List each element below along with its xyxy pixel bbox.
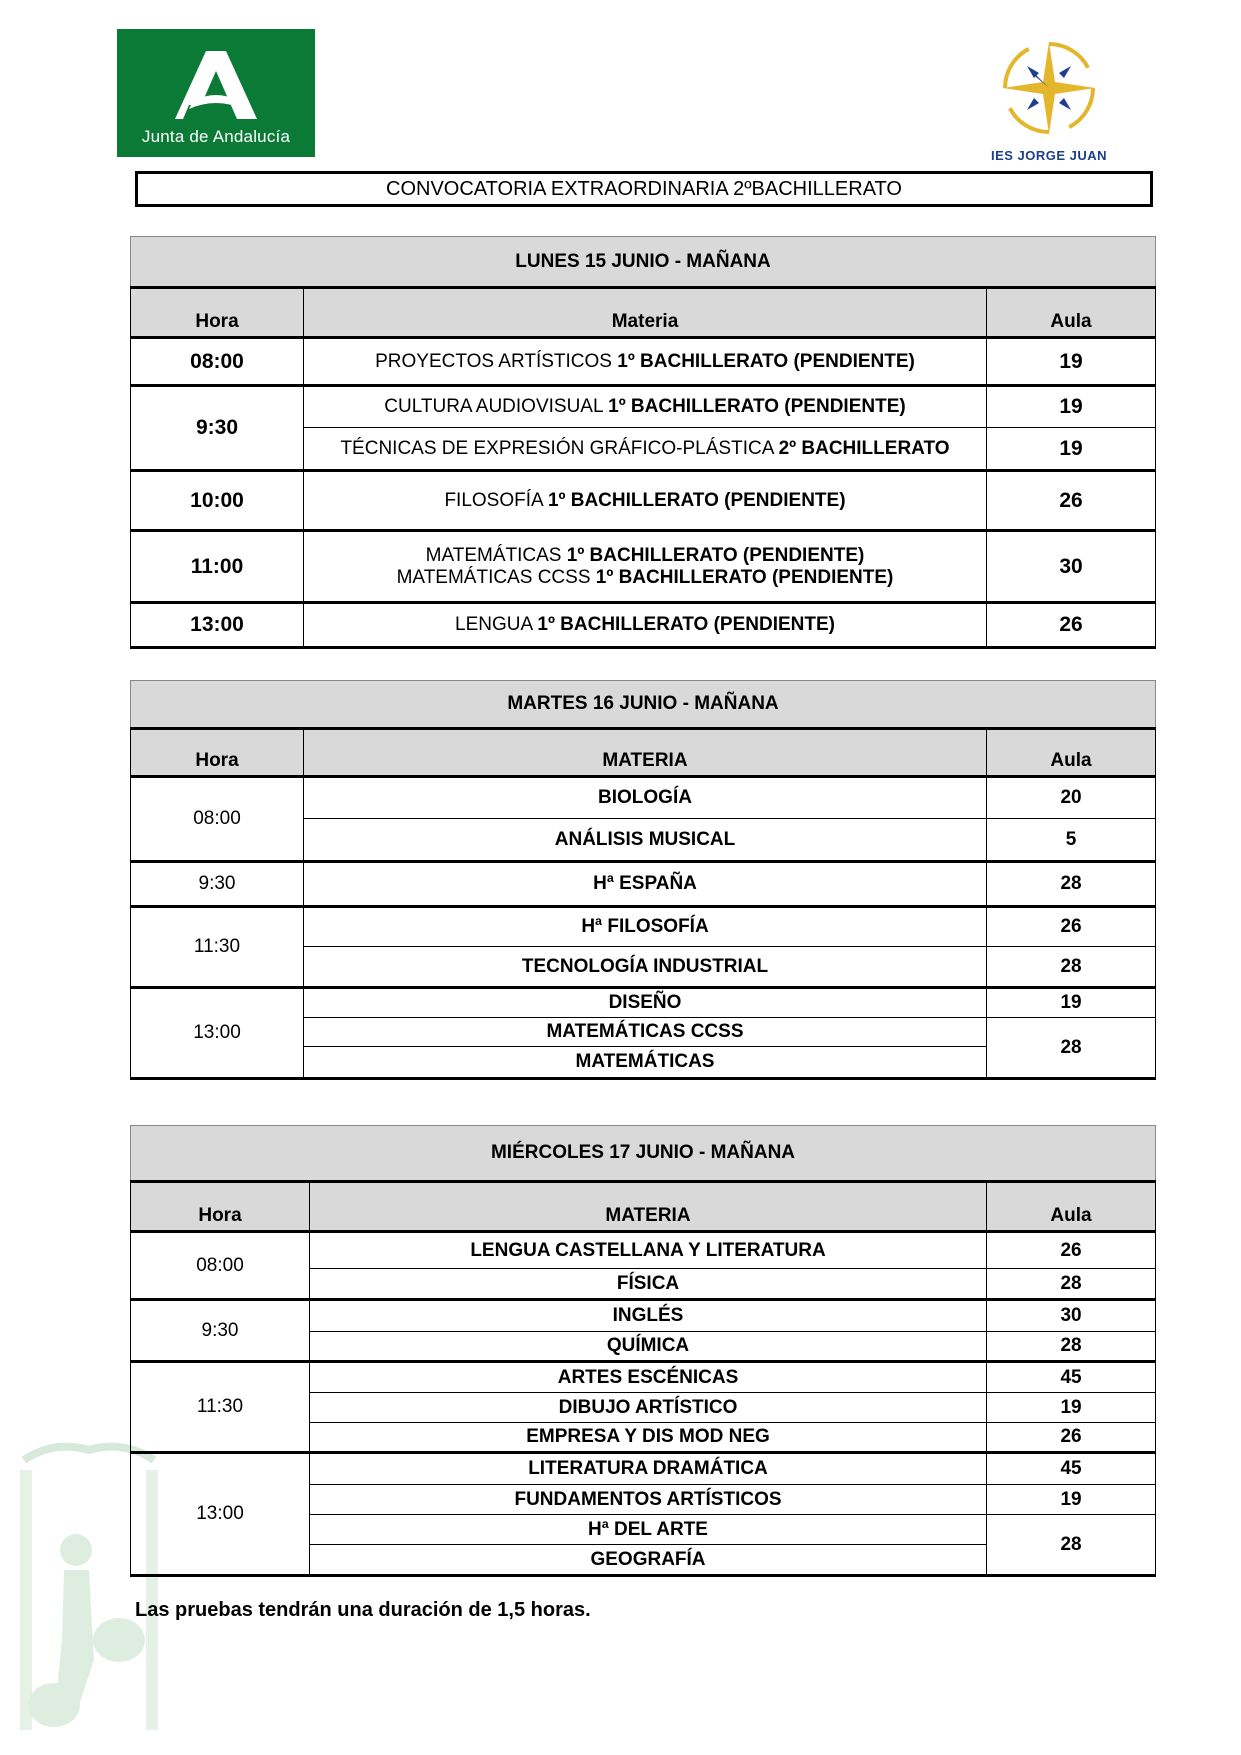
materia-cell: TECNOLOGÍA INDUSTRIAL <box>304 947 987 988</box>
aula-cell: 19 <box>987 338 1156 386</box>
hora-cell: 9:30 <box>131 862 304 907</box>
materia-cell: DIBUJO ARTÍSTICO <box>310 1393 987 1423</box>
column-header-hora: Hora <box>131 1182 310 1232</box>
column-header-hora: Hora <box>131 729 304 777</box>
aula-cell: 19 <box>987 1485 1156 1515</box>
day-title: MARTES 16 JUNIO - MAÑANA <box>131 681 1156 729</box>
materia-cell: INGLÉS <box>310 1300 987 1332</box>
aula-cell: 28 <box>987 1018 1156 1079</box>
junta-de-andalucia-logo <box>117 29 315 157</box>
materia-cell: ARTES ESCÉNICAS <box>310 1362 987 1393</box>
materia-cell: FÍSICA <box>310 1269 987 1300</box>
column-header-materia: MATERIA <box>310 1182 987 1232</box>
aula-cell: 26 <box>987 907 1156 947</box>
page-title: CONVOCATORIA EXTRAORDINARIA 2ºBACHILLERATO <box>135 171 1153 207</box>
materia-cell: Hª DEL ARTE <box>310 1515 987 1545</box>
aula-cell: 30 <box>987 1300 1156 1332</box>
hora-cell: 13:00 <box>131 603 304 648</box>
aula-cell: 45 <box>987 1453 1156 1485</box>
column-header-materia: Materia <box>304 288 987 338</box>
aula-cell: 5 <box>987 819 1156 862</box>
column-header-aula: Aula <box>987 729 1156 777</box>
hora-cell: 10:00 <box>131 471 304 531</box>
day-title: LUNES 15 JUNIO - MAÑANA <box>131 237 1156 288</box>
aula-cell: 28 <box>987 1515 1156 1576</box>
materia-cell: MATEMÁTICAS 1º BACHILLERATO (PENDIENTE) MATEMÁTICAS CCSS 1º BACHILLERATO (PENDIENTE) <box>304 531 987 603</box>
schedule-table-martes <box>130 680 1156 1080</box>
materia-cell: LENGUA 1º BACHILLERATO (PENDIENTE) <box>304 603 987 648</box>
compass-star-icon <box>999 38 1099 138</box>
materia-cell: TÉCNICAS DE EXPRESIÓN GRÁFICO-PLÁSTICA 2º BACHILLERATO <box>304 428 987 471</box>
aula-cell: 20 <box>987 777 1156 819</box>
materia-cell: LENGUA CASTELLANA Y LITERATURA <box>310 1232 987 1269</box>
materia-cell: BIOLOGÍA <box>304 777 987 819</box>
column-header-aula: Aula <box>987 1182 1156 1232</box>
column-header-hora: Hora <box>131 288 304 338</box>
aula-cell: 28 <box>987 862 1156 907</box>
junta-logo-caption: Junta de Andalucía <box>141 127 291 146</box>
aula-cell: 28 <box>987 947 1156 988</box>
aula-cell: 28 <box>987 1269 1156 1300</box>
hora-cell: 13:00 <box>131 1453 310 1576</box>
hora-cell: 13:00 <box>131 988 304 1079</box>
materia-cell: FILOSOFÍA 1º BACHILLERATO (PENDIENTE) <box>304 471 987 531</box>
aula-cell: 45 <box>987 1362 1156 1393</box>
materia-cell: MATEMÁTICAS <box>304 1047 987 1079</box>
materia-cell: DISEÑO <box>304 988 987 1018</box>
hora-cell: 9:30 <box>131 386 304 471</box>
materia-cell: ANÁLISIS MUSICAL <box>304 819 987 862</box>
materia-cell: QUÍMICA <box>310 1332 987 1362</box>
aula-cell: 28 <box>987 1332 1156 1362</box>
materia-cell: CULTURA AUDIOVISUAL 1º BACHILLERATO (PENDIENTE) <box>304 386 987 428</box>
materia-cell: GEOGRAFÍA <box>310 1545 987 1576</box>
column-header-materia: MATERIA <box>304 729 987 777</box>
hora-cell: 08:00 <box>131 1232 310 1300</box>
materia-cell: LITERATURA DRAMÁTICA <box>310 1453 987 1485</box>
schedule-table-lunes <box>130 236 1156 649</box>
materia-cell: FUNDAMENTOS ARTÍSTICOS <box>310 1485 987 1515</box>
column-header-aula: Aula <box>987 288 1156 338</box>
ies-logo-caption: IES JORGE JUAN <box>990 148 1108 163</box>
aula-cell: 19 <box>987 386 1156 428</box>
aula-cell: 26 <box>987 471 1156 531</box>
hora-cell: 11:00 <box>131 531 304 603</box>
aula-cell: 19 <box>987 428 1156 471</box>
duration-note: Las pruebas tendrán una duración de 1,5 horas. <box>135 1599 591 1621</box>
materia-cell: MATEMÁTICAS CCSS <box>304 1018 987 1047</box>
materia-cell: Hª ESPAÑA <box>304 862 987 907</box>
aula-cell: 26 <box>987 603 1156 648</box>
hora-cell: 11:30 <box>131 907 304 988</box>
junta-a-emblem-icon <box>173 49 259 121</box>
hora-cell: 11:30 <box>131 1362 310 1453</box>
aula-cell: 19 <box>987 1393 1156 1423</box>
ies-jorge-juan-logo <box>985 38 1113 163</box>
schedule-table-miercoles <box>130 1125 1156 1577</box>
hora-cell: 08:00 <box>131 777 304 862</box>
aula-cell: 30 <box>987 531 1156 603</box>
aula-cell: 19 <box>987 988 1156 1018</box>
hora-cell: 08:00 <box>131 338 304 386</box>
hora-cell: 9:30 <box>131 1300 310 1362</box>
aula-cell: 26 <box>987 1232 1156 1269</box>
materia-cell: PROYECTOS ARTÍSTICOS 1º BACHILLERATO (PENDIENTE) <box>304 338 987 386</box>
day-title: MIÉRCOLES 17 JUNIO - MAÑANA <box>131 1126 1156 1182</box>
materia-cell: EMPRESA Y DIS MOD NEG <box>310 1423 987 1453</box>
aula-cell: 26 <box>987 1423 1156 1453</box>
materia-cell: Hª FILOSOFÍA <box>304 907 987 947</box>
